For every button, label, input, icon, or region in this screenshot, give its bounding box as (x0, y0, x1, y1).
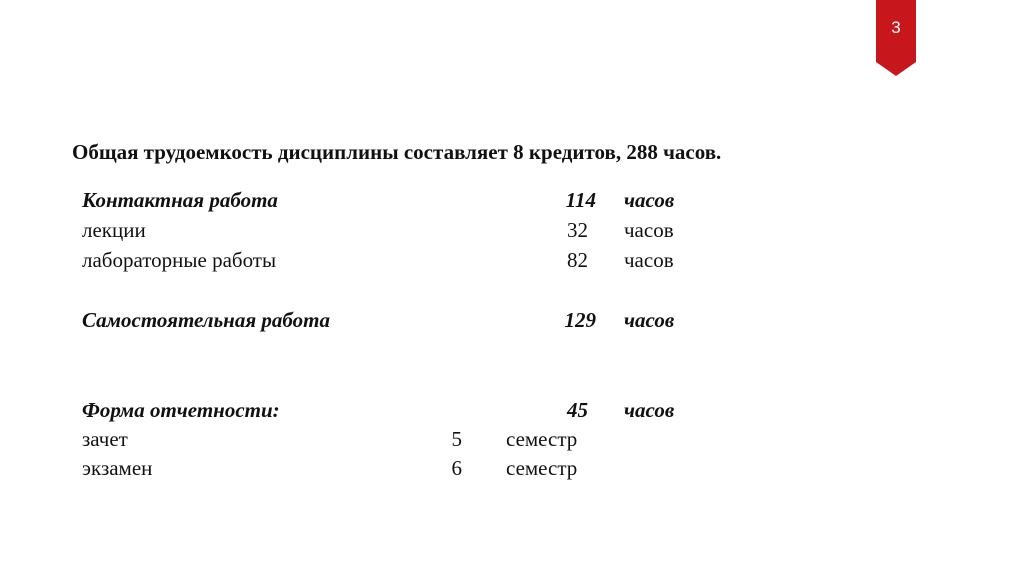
independent-work-value: 129 (564, 308, 596, 332)
labs-label: лабораторные работы (82, 248, 277, 272)
reporting-form-unit: часов (624, 398, 675, 422)
independent-work-unit: часов (624, 308, 675, 332)
labs-value: 82 (567, 248, 588, 272)
contact-work-label: Контактная работа (82, 188, 278, 212)
lectures-unit: часов (624, 218, 674, 242)
page-number: 3 (891, 18, 901, 37)
exam-label: экзамен (82, 456, 153, 480)
bookmark-ribbon-icon (876, 0, 916, 76)
lectures-label: лекции (82, 218, 146, 242)
contact-work-unit: часов (624, 188, 675, 212)
credit-test-semester: 5 (451, 427, 462, 451)
page-number-badge (876, 0, 916, 76)
exam-semester: 6 (451, 456, 462, 480)
exam-unit: семестр (506, 456, 578, 480)
independent-work-label: Самостоятельная работа (82, 308, 330, 332)
labs-unit: часов (624, 248, 674, 272)
lectures-value: 32 (567, 218, 588, 242)
slide-heading: Общая трудоемкость дисциплины составляет 8 кредитов, 288 часов. (72, 140, 722, 164)
credit-test-label: зачет (82, 427, 128, 451)
credit-test-unit: семестр (506, 427, 578, 451)
reporting-form-label: Форма отчетности: (82, 398, 280, 422)
contact-work-value: 114 (565, 188, 596, 212)
reporting-form-value: 45 (567, 398, 588, 422)
